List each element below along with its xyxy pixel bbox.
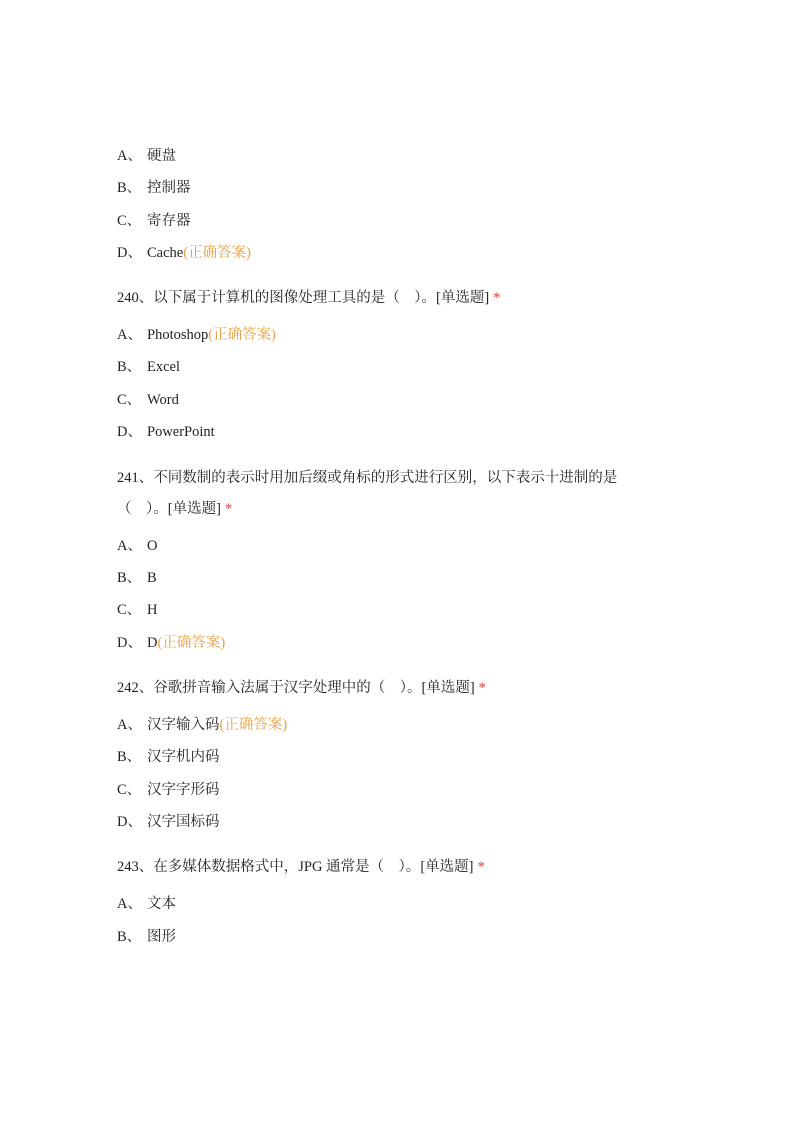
- option-text: B: [147, 570, 157, 586]
- option-letter: A、: [117, 717, 142, 733]
- option-text: 汉字国标码: [147, 814, 220, 830]
- option-item: [117, 812, 220, 832]
- option-text: O: [147, 538, 158, 554]
- option-text: 文本: [147, 896, 176, 912]
- option-letter: A、: [117, 896, 142, 912]
- option-letter: D、: [117, 245, 142, 261]
- option-letter: C、: [117, 213, 142, 229]
- option-item: [117, 390, 179, 410]
- option-item: [117, 357, 180, 377]
- question-type-label: [单选题]: [421, 680, 475, 696]
- option-text: 图形: [147, 929, 176, 945]
- option-text: 硬盘: [147, 148, 176, 164]
- question-text: [117, 678, 486, 698]
- option-letter: B、: [117, 359, 142, 375]
- question-stem: 240、以下属于计算机的图像处理工具的是（ ）。: [117, 290, 436, 306]
- option-letter: B、: [117, 749, 142, 765]
- option-letter: A、: [117, 538, 142, 554]
- option-text: H: [147, 602, 158, 618]
- option-letter: B、: [117, 929, 142, 945]
- option-item: [117, 600, 157, 620]
- option-item: [117, 146, 176, 166]
- question-stem: 243、在多媒体数据格式中，JPG 通常是（ ）。: [117, 859, 421, 875]
- option-item: [117, 633, 225, 653]
- option-item: [117, 568, 157, 588]
- option-item: [117, 422, 215, 442]
- option-item: [117, 211, 191, 231]
- question-text: [117, 468, 617, 488]
- question-text: [117, 499, 232, 519]
- option-letter: D、: [117, 635, 142, 651]
- question-stem: 242、谷歌拼音输入法属于汉字处理中的（ ）。: [117, 680, 422, 696]
- option-text: PowerPoint: [147, 424, 215, 440]
- required-mark: *: [478, 680, 486, 696]
- required-mark: *: [493, 290, 501, 306]
- required-mark: *: [224, 501, 233, 517]
- question-text: [117, 857, 485, 877]
- option-text: Photoshop: [147, 327, 209, 343]
- option-letter: A、: [117, 327, 142, 343]
- option-item: [117, 715, 287, 735]
- option-text: Cache: [147, 245, 184, 261]
- option-text: D: [147, 635, 158, 651]
- option-letter: A、: [117, 148, 142, 164]
- option-text: 汉字机内码: [147, 749, 220, 765]
- question-stem: （ ）。: [117, 501, 168, 517]
- option-letter: C、: [117, 782, 142, 798]
- option-letter: B、: [117, 570, 142, 586]
- correct-answer-tag: (正确答案): [157, 635, 226, 651]
- option-item: [117, 780, 220, 800]
- option-item: [117, 927, 176, 947]
- option-item: [117, 536, 157, 556]
- option-letter: C、: [117, 602, 142, 618]
- question-type-label: [单选题]: [167, 501, 221, 517]
- option-item: [117, 894, 176, 914]
- option-item: [117, 178, 191, 198]
- option-letter: D、: [117, 814, 142, 830]
- option-text: Excel: [147, 359, 181, 375]
- correct-answer-tag: (正确答案): [183, 245, 251, 261]
- option-text: 汉字输入码: [147, 717, 220, 733]
- question-stem: 241、不同数制的表示时用加后缀或角标的形式进行区别，以下表示十进制的是: [117, 470, 618, 486]
- option-text: Word: [147, 392, 179, 408]
- required-mark: *: [477, 859, 485, 875]
- option-text: 汉字字形码: [147, 782, 220, 798]
- option-letter: B、: [117, 180, 142, 196]
- option-item: [117, 325, 276, 345]
- option-item: [117, 243, 251, 263]
- option-text: 控制器: [147, 180, 191, 196]
- correct-answer-tag: (正确答案): [208, 327, 276, 343]
- option-item: [117, 747, 220, 767]
- option-letter: D、: [117, 424, 142, 440]
- option-text: 寄存器: [147, 213, 191, 229]
- question-text: [117, 288, 500, 308]
- question-type-label: [单选题]: [420, 859, 474, 875]
- question-type-label: [单选题]: [436, 290, 490, 306]
- option-letter: C、: [117, 392, 142, 408]
- correct-answer-tag: (正确答案): [219, 717, 288, 733]
